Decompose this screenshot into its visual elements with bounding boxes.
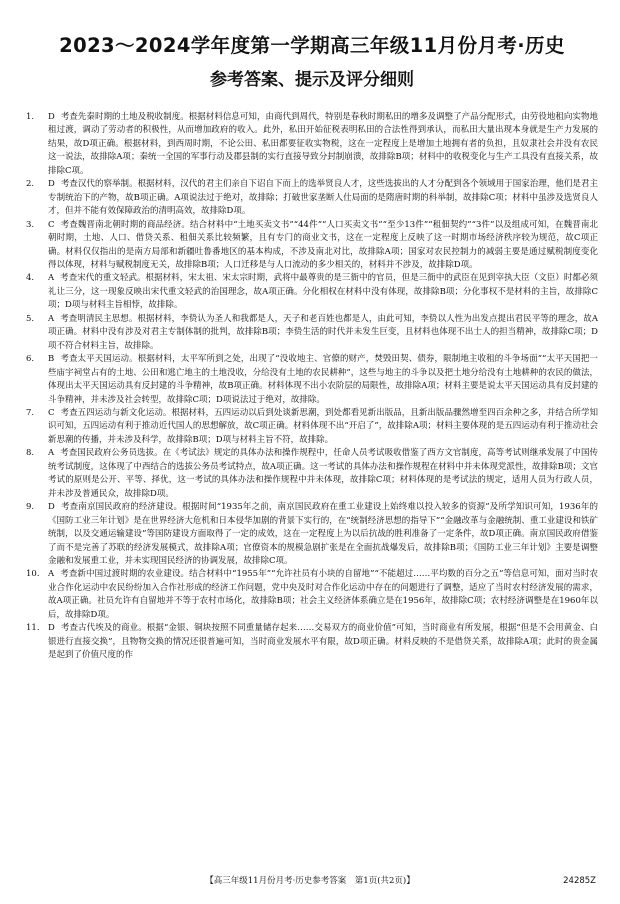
answer-item: 5. A 考查明清民主思想。根据材料，李贽认为圣人和我都是人，天子和老百姓也都是人，由此可知，李贽以人性为出发点提出君民平等的理念，故A项正确。材料中没有涉及对君主专制体制的批判，故排除B项；李贽生活的时代并未发生巨变，且材料也体现不出士人的担当精神，故排除C项；D项不符合材料主旨，故排除。 (26, 313, 598, 351)
answer-letter: A (48, 273, 55, 284)
answer-explanation: 考查国民政府公务员选拔。在《考试法》规定的具体办法和操作规程中，任命人员考试吸收借鉴了西方文官制度，高等考试则继承发展了中国传统考试制度，这体现了中西结合的选拔公务员考试特点，故A项正确。这一考试的具体办法和操作规程在材料中并未体现党派性，故排除B项；文官考试的原则是公开、平等、择优，这一考试的具体办法和操作规程中并未体现，故排除C项；材料体现的是考试法的规定，适用人员为行政人员，并未涉及普通民众，故排除D项。 (48, 448, 598, 499)
answer-letter: D (48, 179, 55, 190)
answer-explanation: 考查五四运动与新文化运动。根据材料，五四运动以后到处谈新思潮，到处都看见新出版品，且新出版品骤然增至四百余种之多，并结合所学知识可知，五四运动有利于推动近代国人的思想解放，故C项正确。材料体现不出“开启了”，故排除A项；材料主要体现的是五四运动有利于推动社会新思潮的传播，并未涉及科学，故排除B项；D项与材料主旨不符，故排除。 (48, 407, 598, 445)
answer-explanation: 考查明清民主思想。根据材料，李贽认为圣人和我都是人，天子和老百姓也都是人，由此可知，李贽以人性为出发点提出君民平等的理念，故A项正确。材料中没有涉及对君主专制体制的批判，故排除B项；李贽生活的时代并未发生巨变，且材料也体现不出士人的担当精神，故排除C项；D项不符合材料主旨，故排除。 (48, 313, 598, 351)
answer-item: 11. D 考查古代埃及的商业。根据“金银、铜块按照不同重量储存起来……交易双方的商业价值”可知，当时商业有所发展，根据“但是不会用黄金、白银进行直接交换”，且物物交换的情况还很普遍可知，当时商业发展水平有限，故D项正确。材料反映的不是借贷关系，故排除A项；此时的贵金属是起到了价值尺度的作 (26, 623, 598, 661)
footer-paper-code: 24285Z (563, 876, 596, 886)
answer-explanation: 考查古代埃及的商业。根据“金银、铜块按照不同重量储存起来……交易双方的商业价值”可知，当时商业有所发展，根据“但是不会用黄金、白银进行直接交换”，且物物交换的情况还很普遍可知，当时商业发展水平有限，故D项正确。材料反映的不是借贷关系，故排除A项；此时的贵金属是起到了价值尺度的作 (48, 623, 598, 661)
answer-item: 2. D 考查汉代的察举制。根据材料，汉代的君主们亲自下诏自下而上的选举贤良人才，这些选拔出的人才分配到各个领域用于国家治理，他们是君主专制统治下的产物，故B项正确。A项说法过于绝对，故排除；打破世家垄断人仕局面的是隋唐时期的科举制，故排除C项；材料中虽涉及选贤良人才，但并不能有效保障政治的清明高效，故排除D项。 (26, 179, 598, 217)
answer-letter: B (48, 354, 55, 365)
answer-letter: A (48, 569, 55, 580)
answer-item: 8. A 考查国民政府公务员选拔。在《考试法》规定的具体办法和操作规程中，任命人员考试吸收借鉴了西方文官制度，高等考试则继承发展了中国传统考试制度，这体现了中西结合的选拔公务员考试特点，故A项正确。这一考试的具体办法和操作规程在材料中并未体现党派性，故排除B项；文官考试的原则是公开、平等、择优，这一考试的具体办法和操作规程中并未体现，故排除C项；材料体现的是考试法的规定，适用人员为行政人员，并未涉及普通民众，故排除D项。 (26, 448, 598, 499)
answer-item: 1. D 考查先秦时期的土地及税收制度。根据材料信息可知，由商代到周代，特别是春秋时期私田的增多及调整了产品分配形式，由劳役地租向实物地租过渡，调动了劳动者的积极性，从而增加政府的收入。此外，私田开始征税表明私田的合法性得到承认，而私田大量出现本身就是生产力发展的结果，故D项正确。根据材料，到西周时期，不论公田、私田都要征收实物税，这在一定程度上是增加土地拥有者的负担，且奴隶社会并没有农民这一说法，故排除A项；秦统一全国的军事行动及郡县制的实行直接导致分封制崩溃，故排除B项；材料中的收税变化与生产工具没有直接关系，故排除C项。 (26, 112, 598, 176)
answer-item: 10. A 考查新中国过渡时期的农业建设。结合材料中“1955年”“允许社员有小块的自留地”“不能超过……平均数的百分之五”等信息可知，面对当时农业合作化运动中农民纷纷加入合作社形成的经济工作问题，党中央及时对合作化运动中存在的问题进行了调整，适应了当时农村经济发展的需求，故A项正确。社员允许有自留地并不等于农村市场化，故排除B项；社会主义经济体系确立是在1956年，故排除C项；农村经济调整是在1960年以后，故排除D项。 (26, 569, 598, 620)
answer-explanation: 考查先秦时期的土地及税收制度。根据材料信息可知，由商代到周代，特别是春秋时期私田的增多及调整了产品分配形式，由劳役地租向实物地租过渡，调动了劳动者的积极性，从而增加政府的收入。此外，私田开始征税表明私田的合法性得到承认，而私田大量出现本身就是生产力发展的结果，故D项正确。根据材料，到西周时期，不论公田、私田都要征收实物税，这在一定程度上是增加土地拥有者的负担，且奴隶社会并没有农民这一说法，故排除A项；秦统一全国的军事行动及郡县制的实行直接导致分封制崩溃，故排除B项；材料中的收税变化与生产工具没有直接关系，故排除C项。 (48, 112, 598, 176)
answer-letter: C (48, 407, 55, 418)
page-footer (0, 874, 620, 888)
answer-explanation: 考查魏晋南北朝时期的商品经济。结合材料中“土地买卖文书”“44件”“人口买卖文书”“至少13件”“租佃契约”“3件”以及组成可知，在魏晋南北朝时期，土地、人口、借贷关系、租佃关系比较频繁，且有专门的商业文书，这在一定程度上反映了这一时期市场经济秩序较为规范，故C项正确。材料仅仅指出的是南方局部和新疆吐鲁番地区的基本构成，不涉及南北对比，故排除A项；国家对农民控制力的减弱主要是通过赋税制度变化得以体现，材料与赋税制度无关，故排除B项；人口迁移是与人口流动的多少相关的，材料并不涉及，故排除D项。 (48, 219, 598, 270)
answer-explanation: 考查宋代的重文轻武。根据材料，宋太祖、宋太宗时期，武将中最尊贵的是三衙中的官员，但是三衙中的武臣在见到宰执大臣（文臣）时都必须礼让三分，这一现象反映出宋代重文轻武的治国理念，故A项正确。分化相权在材料中没有体现，故排除B项；分化事权不是材料的主旨，故排除C项；D项与材料主旨相悖，故排除。 (48, 273, 598, 311)
answer-explanation: 考查汉代的察举制。根据材料，汉代的君主们亲自下诏自下而上的选举贤良人才，这些选拔出的人才分配到各个领域用于国家治理，他们是君主专制统治下的产物，故B项正确。A项说法过于绝对，故排除；打破世家垄断人仕局面的是隋唐时期的科举制，故排除C项；材料中虽涉及选贤良人才，但并不能有效保障政治的清明高效，故排除D项。 (48, 179, 598, 217)
footer-page-info: 【高三年级11月份月考·历史参考答案 第1页(共2页)】 (205, 876, 415, 886)
answer-item: 3. C 考查魏晋南北朝时期的商品经济。结合材料中“土地买卖文书”“44件”“人口买卖文书”“至少13件”“租佃契约”“3件”以及组成可知，在魏晋南北朝时期，土地、人口、借贷关系、租佃关系比较频繁，且有专门的商业文书，这在一定程度上反映了这一时期市场经济秩序较为规范，故C项正确。材料仅仅指出的是南方局部和新疆吐鲁番地区的基本构成，不涉及南北对比，故排除A项；国家对农民控制力的减弱主要是通过赋税制度变化得以体现，材料与赋税制度无关，故排除B项；人口迁移是与人口流动的多少相关的，材料并不涉及，故排除D项。 (26, 219, 598, 270)
answer-list (26, 111, 598, 663)
answer-item: 9. D 考查南京国民政府的经济建设。根据时间“1935年之前，南京国民政府在重工业建设上始终难以投入较多的资源”及所学知识可知，1936年的《国防工业三年计划》是在世界经济大危机和日本侵华加剧的背景下实行的，在“统制经济思想的指导下”“金融改革与金融统制、重工业建设和铁矿统制，以及交通运输建设”等国防建设方面取得了一定的成效，这在一定程度上为以后抗战的胜利准备了一定条件，故D项正确。南京国民政府借鉴了而不是完善了苏联的经济发展模式，故排除A项；官僚资本的规模急剧扩张是在全面抗战爆发后，故排除B项；《国防工业三年计划》主要是调整金融和发展重工业，并未实现国民经济的协调发展，故排除C项。 (26, 502, 598, 566)
answer-letter: D (48, 623, 55, 634)
answer-letter: D (48, 502, 55, 513)
answer-letter: A (48, 313, 55, 324)
answer-item: 7. C 考查五四运动与新文化运动。根据材料，五四运动以后到处谈新思潮，到处都看见新出版品，且新出版品骤然增至四百余种之多，并结合所学知识可知，五四运动有利于推动近代国人的思想解放，故C项正确。材料体现不出“开启了”，故排除A项；材料主要体现的是五四运动有利于推动社会新思潮的传播，并未涉及科学，故排除B项；D项与材料主旨不符，故排除。 (26, 407, 598, 445)
answer-explanation: 考查南京国民政府的经济建设。根据时间“1935年之前，南京国民政府在重工业建设上始终难以投入较多的资源”及所学知识可知，1936年的《国防工业三年计划》是在世界经济大危机和日本侵华加剧的背景下实行的，在“统制经济思想的指导下”“金融改革与金融统制、重工业建设和铁矿统制，以及交通运输建设”等国防建设方面取得了一定的成效，这在一定程度上为以后抗战的胜利准备了一定条件，故D项正确。南京国民政府借鉴了而不是完善了苏联的经济发展模式，故排除A项；官僚资本的规模急剧扩张是在全面抗战爆发后，故排除B项；《国防工业三年计划》主要是调整金融和发展重工业，并未实现国民经济的协调发展，故排除C项。 (48, 502, 598, 566)
answer-letter: C (48, 219, 55, 230)
answer-explanation: 考查太平天国运动。根据材料，太平军所到之处，出现了“没收地主、官僚的财产，焚毁田契、债券，限制地主收租的斗争场面”“太平天国把一些庙宇祠堂占有的土地、公田和逃亡地主的土地没收，分给没有土地的农民耕种”，这些与地主的斗争以及把土地分给没有土地耕种的农民的做法，体现出太平天国运动具有反封建的斗争精神，故B项正确。材料体现不出小农阶层的局限性，故排除A项；材料主要是说太平天国运动具有反封建的斗争精神，并未涉及社会转型，故排除C项；D项说法过于绝对，故排除。 (48, 354, 598, 405)
page-title: 2023～2024学年度第一学期高三年级11月份月考·历史 (59, 34, 565, 57)
answer-letter: A (48, 448, 55, 459)
answer-item: 6. B 考查太平天国运动。根据材料，太平军所到之处，出现了“没收地主、官僚的财产，焚毁田契、债券，限制地主收租的斗争场面”“太平天国把一些庙宇祠堂占有的土地、公田和逃亡地主的土地没收，分给没有土地的农民耕种”，这些与地主的斗争以及把土地分给没有土地耕种的农民的做法，体现出太平天国运动具有反封建的斗争精神，故B项正确。材料体现不出小农阶层的局限性，故排除A项；材料主要是说太平天国运动具有反封建的斗争精神，并未涉及社会转型，故排除C项；D项说法过于绝对，故排除。 (26, 354, 598, 405)
answer-letter: D (48, 112, 55, 122)
answer-explanation: 考查新中国过渡时期的农业建设。结合材料中“1955年”“允许社员有小块的自留地”“不能超过……平均数的百分之五”等信息可知，面对当时农业合作化运动中农民纷纷加入合作社形成的经济工作问题，党中央及时对合作化运动中存在的问题进行了调整，适应了当时农村经济发展的需求，故A项正确。社员允许有自留地并不等于农村市场化，故排除B项；社会主义经济体系确立是在1956年，故排除C项；农村经济调整是在1960年以后，故排除D项。 (48, 569, 598, 620)
answer-item: 4. A 考查宋代的重文轻武。根据材料，宋太祖、宋太宗时期，武将中最尊贵的是三衙中的官员，但是三衙中的武臣在见到宰执大臣（文臣）时都必须礼让三分，这一现象反映出宋代重文轻武的治国理念，故A项正确。分化相权在材料中没有体现，故排除B项；分化事权不是材料的主旨，故排除C项；D项与材料主旨相悖，故排除。 (26, 273, 598, 311)
page-subtitle: 参考答案、提示及评分细则 (210, 70, 414, 90)
